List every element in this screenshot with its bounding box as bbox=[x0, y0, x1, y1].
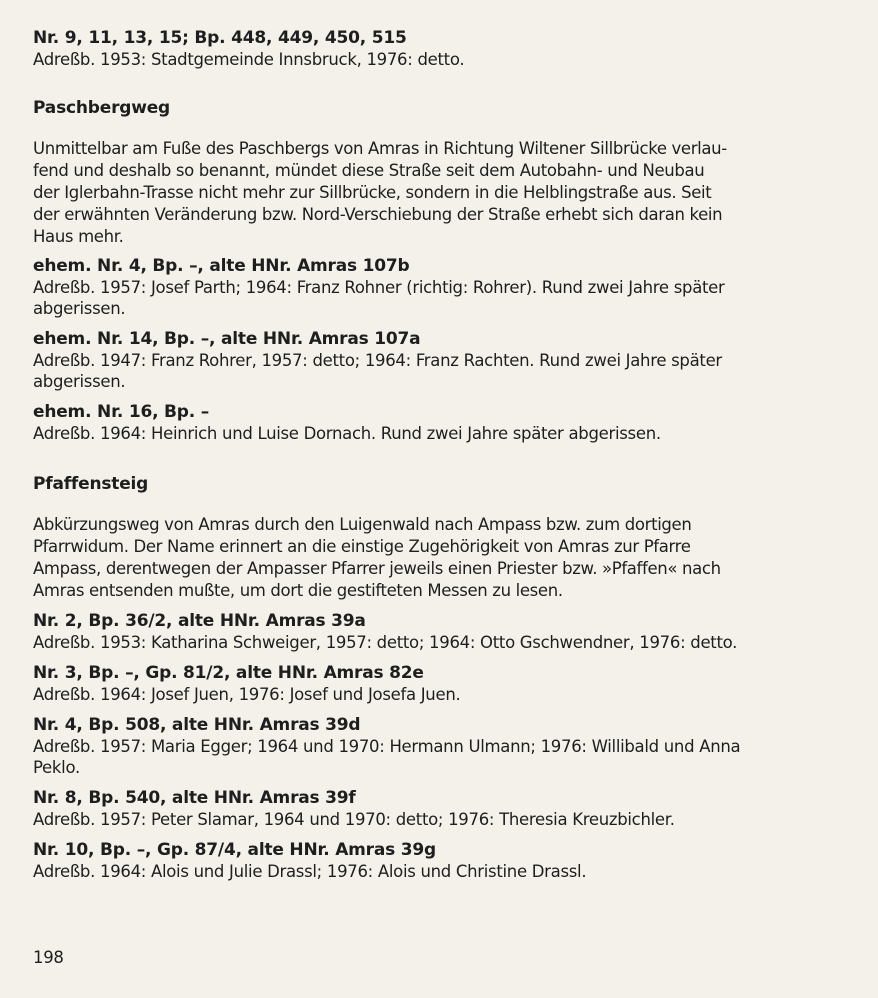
list-item bbox=[33, 328, 855, 392]
entry-heading: Nr. 8, Bp. 540, alte HNr. Amras 39f bbox=[33, 788, 356, 808]
list-item bbox=[33, 714, 855, 778]
entry-heading: ehem. Nr. 16, Bp. – bbox=[33, 402, 210, 422]
entry-text: Adreßb. 1964: Alois und Julie Drassl; 1976: Alois und Christine Drassl. bbox=[33, 862, 587, 881]
section-title: Pfaffensteig bbox=[33, 474, 149, 494]
section-title: Paschbergweg bbox=[33, 98, 171, 118]
section-intro bbox=[33, 138, 855, 248]
intro-line: Haus mehr. bbox=[33, 227, 124, 246]
section-pfaffensteig bbox=[33, 473, 855, 882]
entry-heading: ehem. Nr. 4, Bp. –, alte HNr. Amras 107b bbox=[33, 256, 410, 276]
list-item bbox=[33, 662, 855, 705]
entry-list bbox=[33, 610, 855, 882]
entry-text: Adreßb. 1957: Peter Slamar, 1964 und 1970: detto; 1976: Theresia Kreuzbichler. bbox=[33, 810, 675, 829]
page-content bbox=[33, 27, 855, 882]
intro-line: fend und deshalb so benannt, mündet diese Straße seit dem Autobahn- und Neubau bbox=[33, 161, 705, 180]
intro-line: der Iglerbahn-Trasse nicht mehr zur Sillbrücke, sondern in die Helblingstraße aus. Seit bbox=[33, 183, 712, 202]
entry-text: Adreßb. 1957: Maria Egger; 1964 und 1970: Hermann Ulmann; 1976: Willibald und Anna bbox=[33, 737, 741, 756]
entry-heading: Nr. 2, Bp. 36/2, alte HNr. Amras 39a bbox=[33, 611, 366, 631]
entry-text: Adreßb. 1957: Josef Parth; 1964: Franz Rohner (richtig: Rohrer). Rund zwei Jahre später bbox=[33, 278, 725, 297]
entry-list bbox=[33, 255, 855, 444]
list-item bbox=[33, 610, 855, 653]
section-intro bbox=[33, 514, 855, 602]
list-item bbox=[33, 401, 855, 444]
entry-text: Peklo. bbox=[33, 758, 80, 777]
entry-text: abgerissen. bbox=[33, 372, 126, 391]
intro-line: der erwähnten Veränderung bzw. Nord-Verschiebung der Straße erhebt sich daran kein bbox=[33, 205, 723, 224]
entry-text: Adreßb. 1964: Heinrich und Luise Dornach. Rund zwei Jahre später abgerissen. bbox=[33, 424, 661, 443]
intro-line: Amras entsenden mußte, um dort die gestifteten Messen zu lesen. bbox=[33, 581, 563, 600]
top-entry bbox=[33, 27, 855, 70]
entry-text: Adreßb. 1953: Katharina Schweiger, 1957: detto; 1964: Otto Gschwendner, 1976: detto. bbox=[33, 633, 738, 652]
intro-line: Pfarrwidum. Der Name erinnert an die einstige Zugehörigkeit von Amras zur Pfarre bbox=[33, 537, 691, 556]
entry-text: Adreßb. 1947: Franz Rohrer, 1957: detto; 1964: Franz Rachten. Rund zwei Jahre später bbox=[33, 351, 722, 370]
entry-text: Adreßb. 1953: Stadtgemeinde Innsbruck, 1976: detto. bbox=[33, 50, 465, 69]
entry-heading: ehem. Nr. 14, Bp. –, alte HNr. Amras 107a bbox=[33, 329, 421, 349]
list-item bbox=[33, 787, 855, 830]
entry-text: abgerissen. bbox=[33, 299, 126, 318]
section-paschbergweg bbox=[33, 97, 855, 444]
intro-line: Abkürzungsweg von Amras durch den Luigenwald nach Ampass bzw. zum dortigen bbox=[33, 515, 692, 534]
list-item bbox=[33, 839, 855, 882]
page-number: 198 bbox=[33, 948, 64, 967]
intro-line: Ampass, derentwegen der Ampasser Pfarrer jeweils einen Priester bzw. »Pfaffen« nach bbox=[33, 559, 721, 578]
entry-text: Adreßb. 1964: Josef Juen, 1976: Josef und Josefa Juen. bbox=[33, 685, 461, 704]
list-item bbox=[33, 255, 855, 319]
entry-heading: Nr. 10, Bp. –, Gp. 87/4, alte HNr. Amras 39g bbox=[33, 840, 437, 860]
intro-line: Unmittelbar am Fuße des Paschbergs von Amras in Richtung Wiltener Sillbrücke verlau- bbox=[33, 139, 727, 158]
entry-heading: Nr. 3, Bp. –, Gp. 81/2, alte HNr. Amras 82e bbox=[33, 663, 424, 683]
entry-heading: Nr. 9, 11, 13, 15; Bp. 448, 449, 450, 515 bbox=[33, 28, 407, 48]
entry-heading: Nr. 4, Bp. 508, alte HNr. Amras 39d bbox=[33, 715, 361, 735]
